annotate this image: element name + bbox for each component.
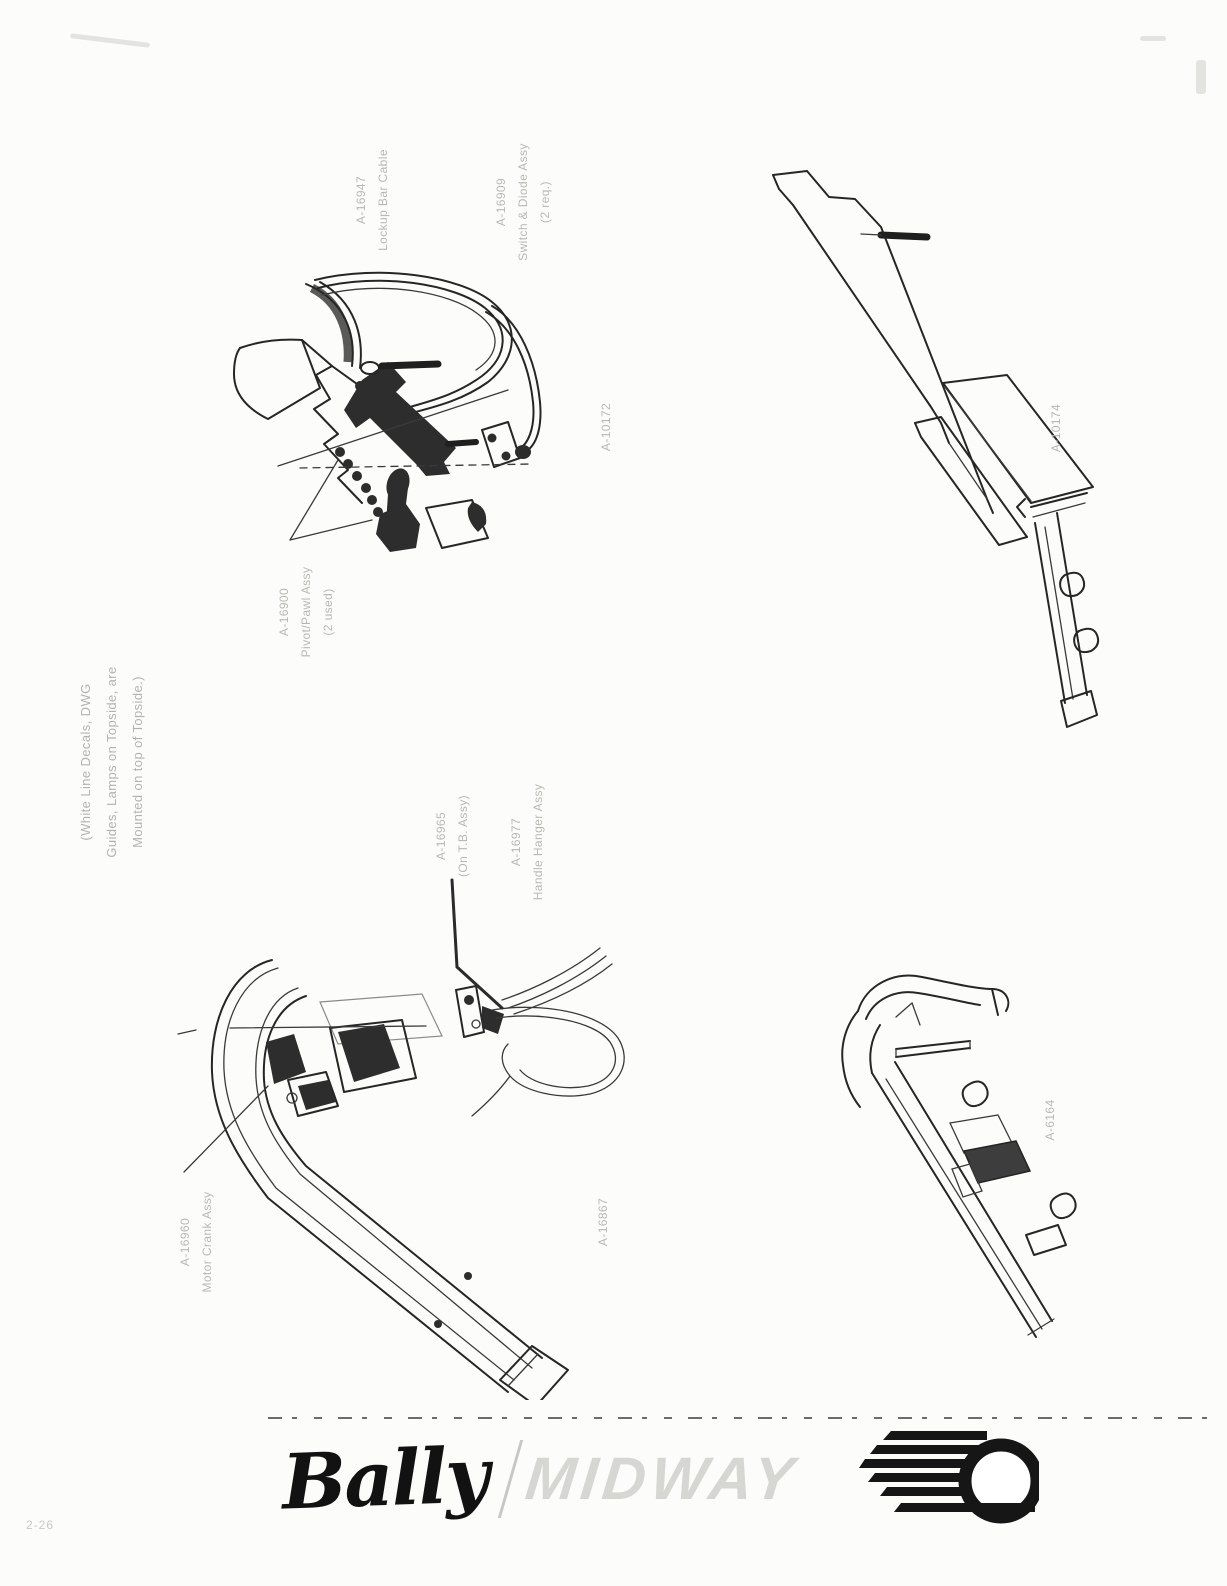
figure-handle-wiring-drawing bbox=[170, 940, 650, 1400]
part-number: A-16900 bbox=[277, 587, 291, 637]
scan-artifact-dashed-line bbox=[268, 1417, 1214, 1419]
part-number: A-16965 bbox=[434, 811, 448, 861]
bally-script-logo: Bally bbox=[280, 1430, 489, 1527]
callout-lockup-bar-cable bbox=[350, 149, 394, 251]
callout-figure-a-id bbox=[595, 403, 617, 451]
part-number: A-6164 bbox=[1043, 1099, 1057, 1141]
callout-figure-d-id bbox=[1039, 1099, 1061, 1140]
speedball-icon bbox=[839, 1429, 1039, 1529]
scan-noise-streak bbox=[1140, 36, 1166, 41]
page-number: 2-26 bbox=[26, 1518, 55, 1532]
figure-lockup-mechanism-drawing bbox=[220, 262, 580, 582]
part-quantity: (2 req.) bbox=[538, 181, 552, 223]
callout-pivot-pawl-assy bbox=[273, 567, 339, 658]
part-description: Pivot/Pawl Assy bbox=[299, 566, 313, 658]
part-number: A-16867 bbox=[596, 1197, 610, 1247]
part-quantity: (2 used) bbox=[321, 588, 335, 636]
callout-figure-b-id bbox=[1045, 404, 1067, 452]
part-number: A-10174 bbox=[1049, 403, 1063, 453]
part-description: (On T.B. Assy) bbox=[456, 794, 470, 878]
callout-handle-hanger-assy bbox=[505, 784, 549, 901]
callout-figure-c-id bbox=[592, 1198, 614, 1246]
callout-motor-crank-assy bbox=[174, 1191, 218, 1292]
callout-tb-assy bbox=[430, 795, 474, 877]
figure-handle-rail-drawing bbox=[800, 945, 1120, 1365]
figure-rail-bracket-drawing bbox=[735, 155, 1115, 880]
scan-noise-streak bbox=[1196, 60, 1206, 94]
part-description: Switch & Diode Assy bbox=[516, 143, 530, 261]
part-number: A-16909 bbox=[494, 177, 508, 227]
callout-switch-diode-assy bbox=[490, 143, 556, 261]
scan-noise-streak bbox=[70, 33, 150, 48]
part-description: Motor Crank Assy bbox=[200, 1191, 214, 1293]
part-description: Lockup Bar Cable bbox=[376, 149, 390, 251]
callout-topside-note bbox=[73, 666, 151, 857]
midway-wordmark: MIDWAY bbox=[522, 1445, 803, 1512]
bally-midway-logo bbox=[282, 1428, 1039, 1530]
part-number: A-10172 bbox=[599, 402, 613, 452]
note-line: Guides, Lamps on Topside, are bbox=[104, 666, 119, 858]
note-line: (White Line Decals, DWG bbox=[78, 683, 93, 841]
logo-slash-divider bbox=[498, 1440, 523, 1518]
part-number: A-16947 bbox=[354, 175, 368, 225]
part-number: A-16960 bbox=[178, 1217, 192, 1267]
part-number: A-16977 bbox=[509, 817, 523, 867]
part-description: Handle Hanger Assy bbox=[531, 783, 545, 901]
note-line: Mounted on top of Topside.) bbox=[130, 676, 145, 848]
